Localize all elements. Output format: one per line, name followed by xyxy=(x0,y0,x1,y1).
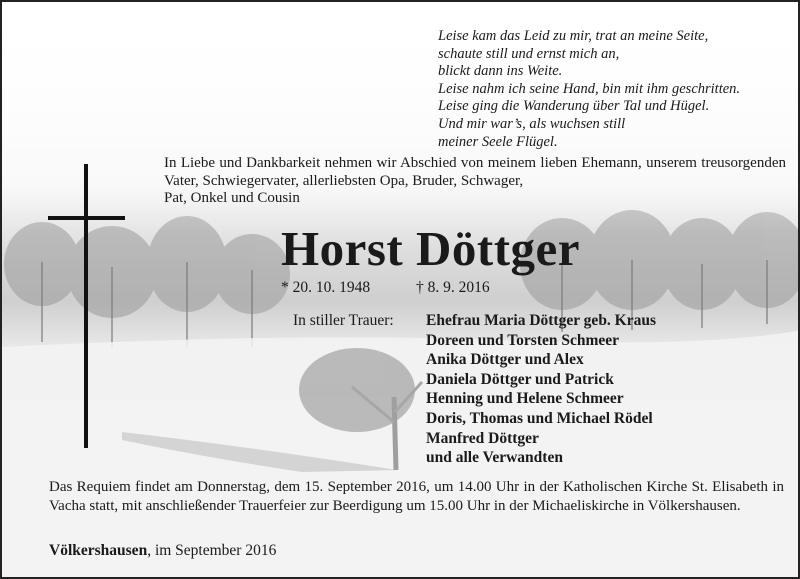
mourner-name: Ehefrau Maria Döttger geb. Kraus xyxy=(426,312,657,329)
mourner-name: Doreen und Torsten Schmeer xyxy=(426,331,620,349)
mourning-label: In stiller Trauer: xyxy=(293,312,394,329)
mourner-name: und alle Verwandten xyxy=(426,449,563,467)
cross-icon-bar xyxy=(48,216,125,220)
mourner-name: Daniela Döttger und Patrick xyxy=(426,370,614,388)
poem-line: Leise nahm ich seine Hand, bin mit ihm geschritten. xyxy=(438,80,741,97)
issue-date: , im September 2016 xyxy=(147,542,277,559)
mourner-name: Doris, Thomas und Michael Rödel xyxy=(426,409,653,427)
intro-text-last-line: Pat, Onkel und Cousin xyxy=(164,190,300,206)
mourner-name: Anika Döttger und Alex xyxy=(426,351,584,369)
intro-text: In Liebe und Dankbarkeit nehmen wir Abschied von meinem lieben Ehemann, unserem treusorgenden Vater, Schwiegervater, allerliebsten Opa, Bruder, Schwager, xyxy=(164,155,786,189)
cross-icon xyxy=(84,164,88,448)
mourner-name: Henning und Helene Schmeer xyxy=(426,390,624,408)
deceased-name: Horst Döttger xyxy=(281,221,581,276)
poem-line: Und mir war’s, als wuchsen still xyxy=(438,115,626,132)
poem-line: Leise kam das Leid zu mir, trat an meine Seite, xyxy=(438,28,709,44)
poem-line: meiner Seele Flügel. xyxy=(438,133,558,150)
mourner-name: Manfred Döttger xyxy=(426,429,539,447)
death-date: † 8. 9. 2016 xyxy=(416,279,490,296)
poem-line: blickt dann ins Weite. xyxy=(438,63,563,80)
place-date-line xyxy=(49,542,276,560)
mourners-list xyxy=(426,311,656,468)
place-name: Völkershausen xyxy=(49,542,148,559)
poem-line: Leise ging die Wanderung über Tal und Hügel. xyxy=(438,98,710,115)
requiem-notice: Das Requiem findet am Donnerstag, dem 15. September 2016, um 14.00 Uhr in der Katholischen Kirche St. Elisabeth in Vacha statt, mit anschließender Trauerfeier zur Beerdigung um 15.00 Uhr in der Michaeliskirche in Völkershausen. xyxy=(49,479,784,514)
birth-date: * 20. 10. 1948 xyxy=(281,279,371,296)
poem xyxy=(438,28,740,151)
poem-line: schaute still und ernst mich an, xyxy=(438,45,620,62)
